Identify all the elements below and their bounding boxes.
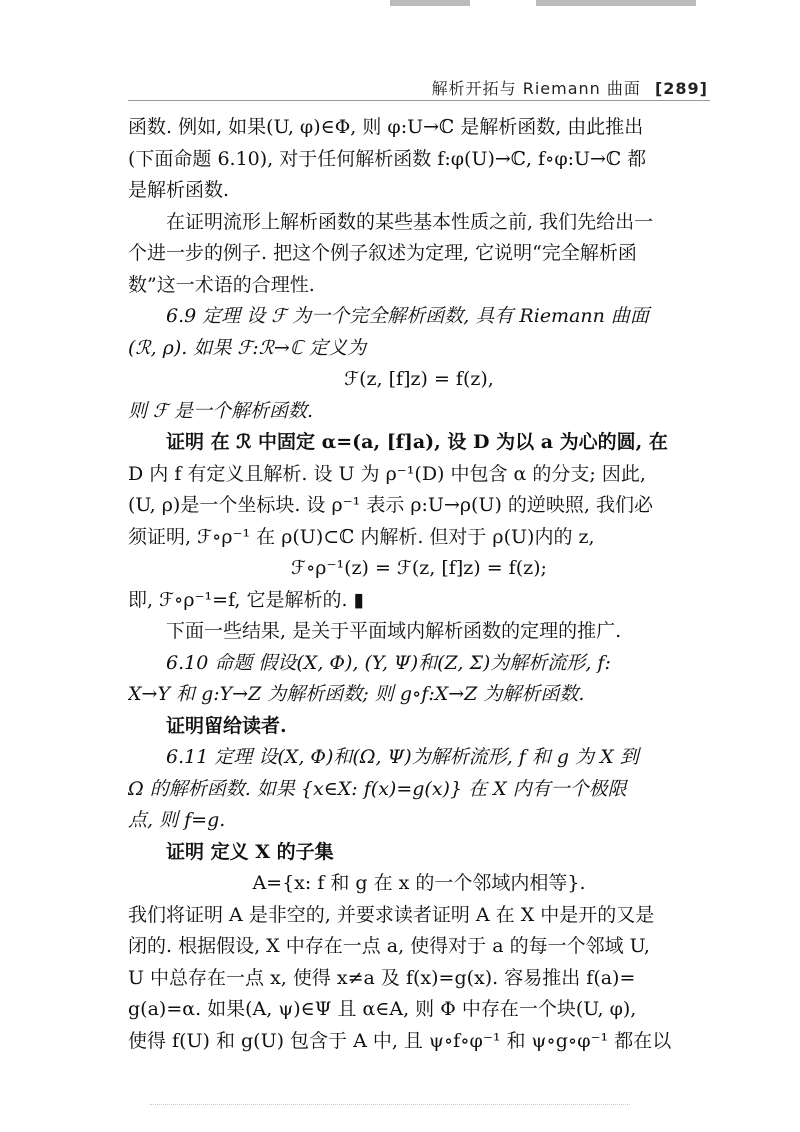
text-line: 在证明流形上解析函数的某些基本性质之前, 我们先给出一	[166, 210, 654, 233]
text-line: g(a)=α. 如果(A, ψ)∈Ψ 且 α∈A, 则 Φ 中存在一个块(U, φ),	[128, 998, 637, 1020]
running-title: 解析开拓与 Riemann 曲面	[431, 79, 641, 98]
text-line: 6.10 命题 假设(X, Φ), (Y, Ψ)和(Z, Σ)为解析流形, f:	[166, 651, 611, 674]
running-header	[432, 76, 708, 99]
text-line: ℱ∘ρ⁻¹(z) = ℱ(z, [f]z) = f(z);	[291, 557, 547, 579]
text-line: 使得 f(U) 和 g(U) 包含于 A 中, 且 ψ∘f∘φ⁻¹ 和 ψ∘g∘φ⁻¹ 都在以	[128, 1029, 672, 1052]
text-line: 下面一些结果, 是关于平面域内解析函数的定理的推广.	[166, 620, 622, 642]
text-line: 闭的. 根据假设, X 中存在一点 a, 使得对于 a 的每一个邻域 U,	[128, 935, 650, 957]
text-line: 6.11 定理 设(X, Φ)和(Ω, Ψ)为解析流形, f 和 g 为 X 到	[166, 746, 639, 768]
text-line: 点, 则 f=g.	[128, 809, 226, 831]
text-line: ℱ(z, [f]z) = f(z),	[344, 368, 494, 390]
text-line: 证明留给读者.	[166, 714, 287, 737]
text-line: (ℛ, ρ). 如果 ℱ:ℛ→ℂ 定义为	[128, 336, 367, 359]
text-line: (U, ρ)是一个坐标块. 设 ρ⁻¹ 表示 ρ:U→ρ(U) 的逆映照, 我们必	[128, 494, 653, 516]
text-line: 个进一步的例子. 把这个例子叙述为定理, 它说明“完全解析函	[128, 242, 637, 264]
scan-edge-mark	[536, 0, 696, 6]
text-line: 须证明, ℱ∘ρ⁻¹ 在 ρ(U)⊂ℂ 内解析. 但对于 ρ(U)内的 z,	[128, 525, 595, 548]
text-line: 证明 定义 X 的子集	[166, 840, 334, 863]
text-line: 我们将证明 A 是非空的, 并要求读者证明 A 在 X 中是开的又是	[128, 903, 655, 926]
text-line: 则 ℱ 是一个解析函数.	[128, 399, 314, 422]
text-line: D 内 f 有定义且解析. 设 U 为 ρ⁻¹(D) 中包含 α 的分支; 因此,	[128, 462, 646, 485]
text-line: U 中总存在一点 x, 使得 x≠a 及 f(x)=g(x). 容易推出 f(a)=	[128, 966, 636, 989]
text-line: (下面命题 6.10), 对于任何解析函数 f:φ(U)→ℂ, f∘φ:U→ℂ 都	[128, 147, 647, 170]
page-body	[128, 112, 710, 1057]
text-line: 证明 在 ℛ 中固定 α=(a, [f]a), 设 D 为以 a 为心的圆, 在	[166, 431, 668, 453]
header-rule	[128, 100, 710, 101]
text-line: 是解析函数.	[128, 179, 230, 201]
text-line: X→Y 和 g:Y→Z 为解析函数; 则 g∘f:X→Z 为解析函数.	[128, 683, 585, 705]
text-line: 6.9 定理 设 ℱ 为一个完全解析函数, 具有 Riemann 曲面	[166, 305, 649, 327]
page-number: [289]	[654, 79, 708, 98]
text-line: Ω 的解析函数. 如果 {x∈X: f(x)=g(x)} 在 X 内有一个极限	[128, 777, 627, 800]
text-line: 函数. 例如, 如果(U, φ)∈Φ, 则 φ:U→ℂ 是解析函数, 由此推出	[128, 116, 644, 138]
text-line: 数”这一术语的合理性.	[128, 273, 315, 296]
scan-edge-mark	[390, 0, 470, 6]
scan-noise	[150, 1104, 630, 1105]
text-line: A={x: f 和 g 在 x 的一个邻域内相等}.	[252, 872, 586, 894]
text-line: 即, ℱ∘ρ⁻¹=f, 它是解析的. ▮	[128, 588, 365, 611]
